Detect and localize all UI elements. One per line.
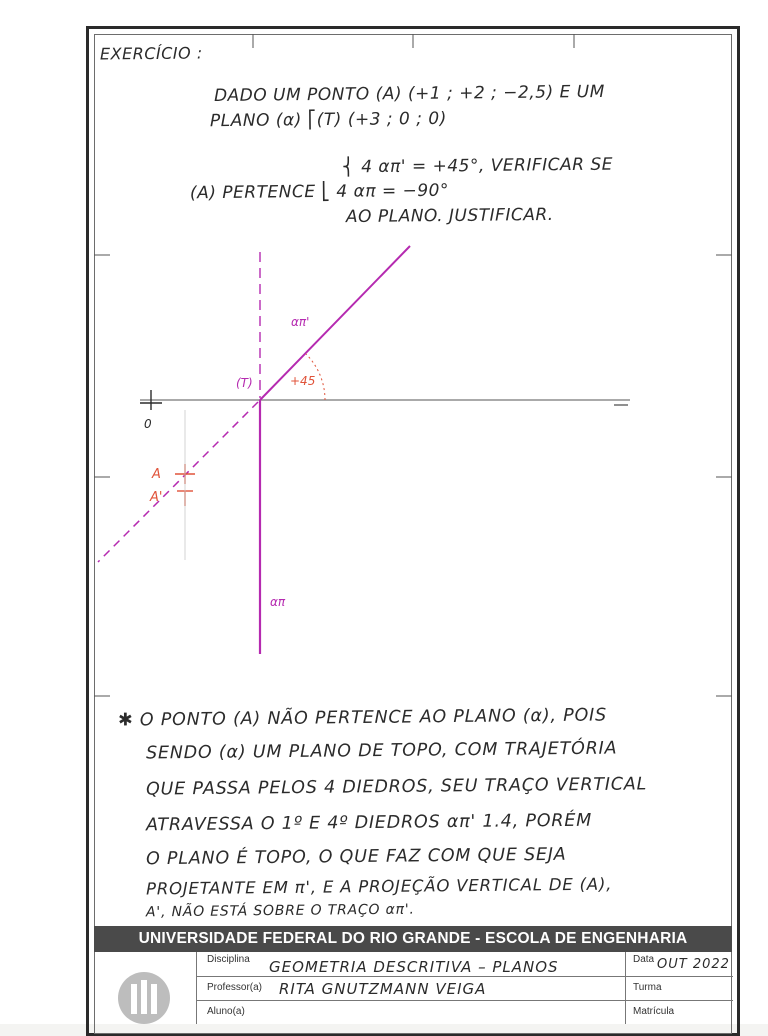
- statement-line-4: (A) PERTENCE ⎣ 4 απ = −90°: [189, 180, 450, 204]
- answer-line-7: A', NÃO ESTÁ SOBRE O TRAÇO απ'.: [145, 901, 415, 921]
- angle-label: +45: [290, 374, 316, 388]
- professor-value: RITA GNUTZMANN VEIGA: [279, 980, 487, 998]
- university-logo: [114, 968, 174, 1024]
- statement-line-1: DADO UM PONTO (A) (+1 ; +2 ; −2,5) E UM: [213, 81, 605, 107]
- answer-line-4: ATRAVESSA O 1º E 4º DIEDROS απ' 1.4, PORÉM: [145, 810, 593, 836]
- student-row: [197, 1000, 733, 1024]
- horizontal-trace-line: [260, 246, 410, 400]
- institution-header: UNIVERSIDADE FEDERAL DO RIO GRANDE - ESCOLA DE ENGENHARIA: [94, 926, 732, 952]
- date-label: Data: [633, 954, 655, 965]
- title-block-separator: [625, 952, 626, 1024]
- registration-label: Matrícula: [633, 1006, 675, 1017]
- student-label: Aluno(a): [207, 1006, 245, 1017]
- origin-label: 0: [144, 417, 152, 431]
- discipline-row: [197, 952, 733, 977]
- discipline-value: GEOMETRIA DESCRITIVA – PLANOS: [269, 958, 559, 976]
- professor-row: [197, 976, 733, 1001]
- exercise-title: EXERCÍCIO :: [99, 43, 203, 64]
- discipline-label: Disciplina: [207, 954, 250, 965]
- date-value: OUT 2022: [657, 957, 730, 972]
- answer-line-5: O PLANO É TOPO, O QUE FAZ COM QUE SEJA: [145, 844, 567, 870]
- statement-line-5: AO PLANO. JUSTIFICAR.: [345, 204, 554, 228]
- title-block: [94, 924, 732, 1024]
- answer-line-6: PROJETANTE EM π', E A PROJEÇÃO VERTICAL DE (A),: [145, 874, 613, 899]
- statement-line-2: PLANO (α) ⎡(T) (+3 ; 0 ; 0): [209, 108, 447, 132]
- sheet-tick-marks: [94, 34, 732, 696]
- answer-line-2: SENDO (α) UM PLANO DE TOPO, COM TRAJETÓRIA: [145, 738, 618, 764]
- point-a-prime-label: A': [150, 490, 163, 505]
- class-label: Turma: [633, 982, 662, 993]
- title-block-fields: [196, 952, 733, 1024]
- vertical-trace-label: απ: [270, 595, 286, 609]
- answer-line-3: QUE PASSA PELOS 4 DIEDROS, SEU TRAÇO VERTICAL: [145, 774, 648, 800]
- statement-line-3: ⎨ 4 απ' = +45°, VERIFICAR SE: [341, 154, 614, 178]
- trace-extension-dashed: [98, 402, 258, 562]
- answer-line-1: ✱ O PONTO (A) NÃO PERTENCE AO PLANO (α), POIS: [117, 705, 608, 731]
- point-a-label: A: [152, 467, 161, 482]
- t-point-label: (T): [236, 376, 253, 390]
- horizontal-trace-label: απ': [291, 315, 310, 329]
- professor-label: Professor(a): [207, 982, 263, 993]
